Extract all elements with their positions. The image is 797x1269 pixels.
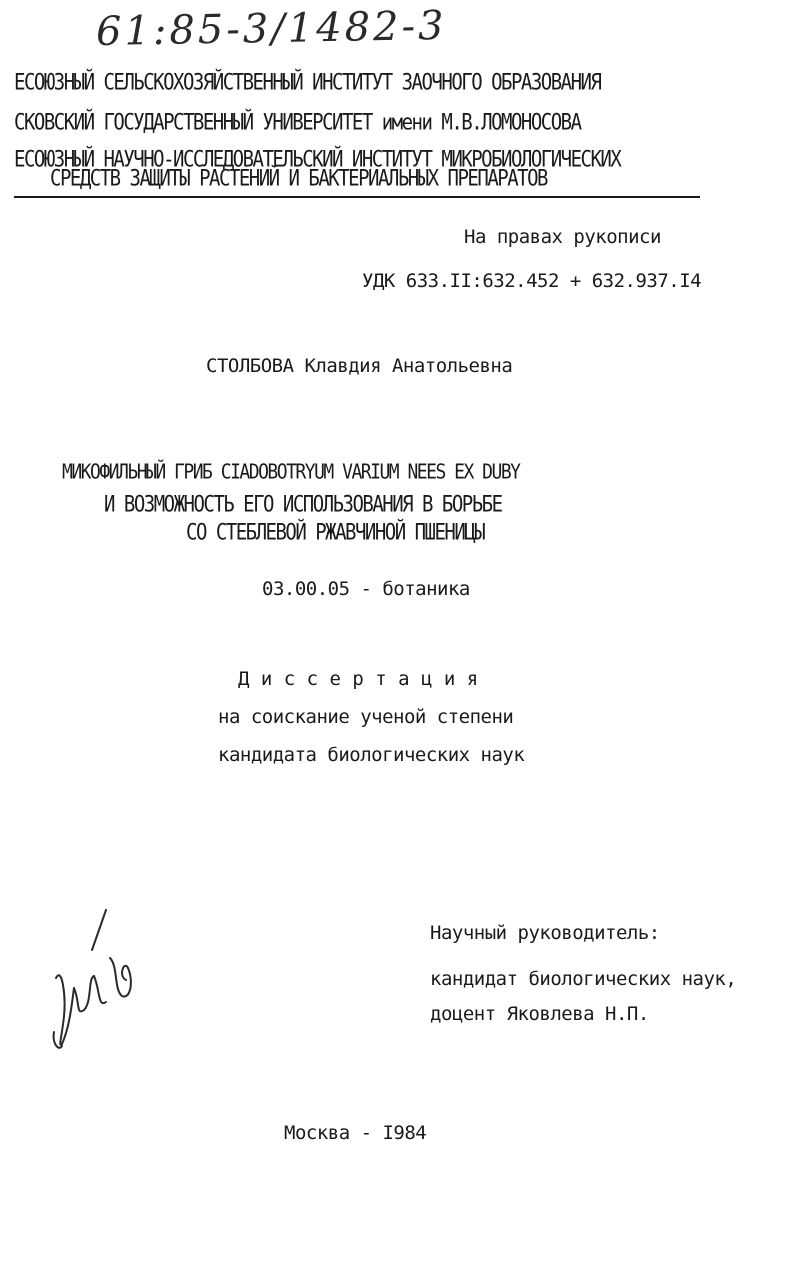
degree-line-1: на соискание ученой степени (218, 706, 514, 728)
place-and-year: Москва - I984 (284, 1122, 427, 1144)
rights-note: На правах рукописи (464, 226, 661, 248)
specialty: 03.00.05 - ботаника (262, 578, 470, 600)
institution-3-line-1: ЕСОЮЗНЫЙ НАУЧНО-ИССЛЕДОВАТЕЛЬСКИЙ ИНСТИТУТ МИКРОБИОЛОГИЧЕСКИХ (14, 147, 621, 173)
archive-number: 61:85-3/1482-3 (95, 2, 447, 56)
title-line-1: МИКОФИЛЬНЫЙ ГРИБ CIADOBOTRYUM VARIUM NEES EX DUBY (62, 460, 520, 485)
udc-code: УДК 633.II:632.452 + 632.937.I4 (362, 270, 702, 292)
supervisor-degree: кандидат биологических наук, (430, 968, 737, 990)
supervisor-name: доцент Яковлева Н.П. (430, 1003, 649, 1025)
title-line-3: СО СТЕБЛЕВОЙ РЖАВЧИНОЙ ПШЕНИЦЫ (186, 520, 485, 546)
institution-1: ЕСОЮЗНЫЙ СЕЛЬСКОХОЗЯЙСТВЕННЫЙ ИНСТИТУТ ЗАОЧНОГО ОБРАЗОВАНИЯ (14, 70, 601, 96)
institution-2: СКОВСКИЙ ГОСУДАРСТВЕННЫЙ УНИВЕРСИТЕТ имени М.В.ЛОМОНОСОВА (14, 110, 581, 136)
author-name: СТОЛБОВА Клавдия Анатольевна (206, 355, 513, 377)
header-rule (14, 196, 700, 198)
supervisor-heading: Научный руководитель: (430, 922, 660, 944)
degree-line-2: кандидата биологических наук (218, 744, 525, 766)
institution-3-line-2: СРЕДСТВ ЗАЩИТЫ РАСТЕНИЙ И БАКТЕРИАЛЬНЫХ ПРЕПАРАТОВ (50, 166, 547, 192)
document-type: Д и с с е р т а ц и я (238, 668, 479, 690)
title-line-2: И ВОЗМОЖНОСТЬ ЕГО ИСПОЛЬЗОВАНИЯ В БОРЬБЕ (104, 492, 502, 518)
signature (48, 906, 148, 1056)
